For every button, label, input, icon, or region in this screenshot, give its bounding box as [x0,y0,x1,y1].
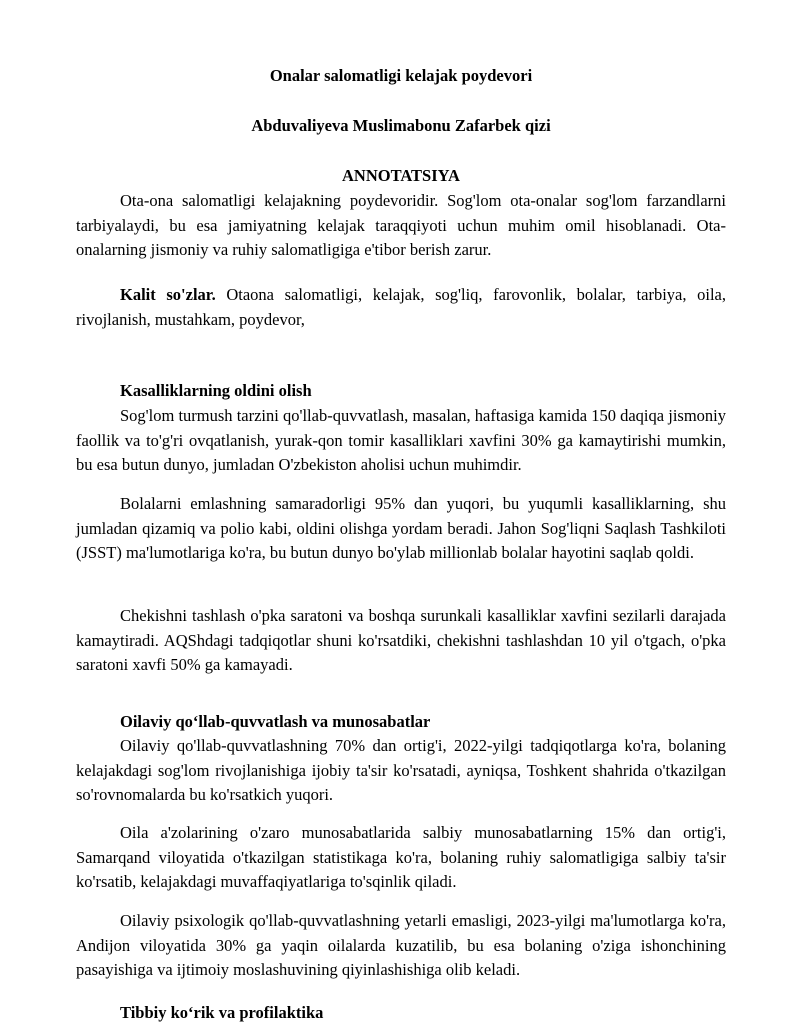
section-heading-medical-checkup: Tibbiy ko‘rik va profilaktika [120,1003,324,1022]
abstract-heading: ANNOTATSIYA [342,166,460,185]
section-heading-family-support: Oilaviy qo‘llab-quvvatlash va munosabatlar [120,712,431,731]
keywords-label: Kalit so'zlar. [120,285,216,304]
author-name: Abduvaliyeva Muslimabonu Zafarbek qizi [251,116,551,135]
section1-paragraph-2: Bolalarni emlashning samaradorligi 95% dan yuqori, bu yuqumli kasalliklarning, shu jumladan qizamiq va polio kabi, oldini olishga yordam beradi. Jahon Sog'liqni Saqlash Tashkiloti (JSST) ma'lumotlariga ko'ra, bu butun dunyo bo'ylab millionlab bolalar hayotini saqlab qoldi. [76,494,726,562]
section1-paragraph-1: Sog'lom turmush tarzini qo'llab-quvvatlash, masalan, haftasiga kamida 150 daqiqa jismoniy faollik va to'g'ri ovqatlanish, yurak-qon tomir kasalliklari xavfini 30% ga kamaytirishi mumkin, bu esa butun dunyo, jumladan O'zbekiston aholisi uchun muhimdir. [76,406,726,474]
section2-paragraph-3: Oilaviy psixologik qo'llab-quvvatlashning yetarli emasligi, 2023-yilgi ma'lumotlarga ko'ra, Andijon viloyatida 30% ga yaqin oilalarda kuzatilib, bu esa bolaning o'ziga ishonchining pasayishiga va ijtimoiy moslashuvining qiyinlashishiga olib keladi. [76,911,726,979]
section2-paragraph-2: Oila a'zolarining o'zaro munosabatlarida salbiy munosabatlarning 15% dan ortig'i, Samarqand viloyatida o'tkazilgan statistikaga ko'ra, bolaning ruhiy salomatligiga salbiy ta'sir ko'rsatib, kelajakdagi muvaffaqiyatlariga to'sqinlik qiladi. [76,823,726,891]
keywords-paragraph [76,283,726,332]
section2-paragraph-1: Oilaviy qo'llab-quvvatlashning 70% dan ortig'i, 2022-yilgi tadqiqotlarga ko'ra, bolaning kelajakdagi sog'lom rivojlanishiga ijobiy ta'sir ko'rsatadi, ayniqsa, Toshkent shahrida o'tkazilgan so'rovnomalarda bu ko'rsatkich yuqori. [76,736,726,804]
section1-paragraph-3: Chekishni tashlash o'pka saratoni va boshqa surunkali kasalliklar xavfini sezilarli darajada kamaytiradi. AQShdagi tadqiqotlar shuni ko'rsatdiki, chekishni tashlashdan 10 yil o'tgach, o'pka saratoni xavfi 50% ga kamayadi. [76,606,726,674]
document-title: Onalar salomatligi kelajak poydevori [269,66,533,85]
section-heading-disease-prevention: Kasalliklarning oldini olish [120,381,312,400]
keywords-text: Otaona salomatligi, kelajak, sog'liq, farovonlik, bolalar, tarbiya, oila, rivojlanish, mustahkam, poydevor, [76,285,726,329]
abstract-paragraph: Ota-ona salomatligi kelajakning poydevoridir. Sog'lom ota-onalar sog'lom farzandlarni tarbiyalaydi, bu esa jamiyatning kelajak taraqqiyoti uchun muhim omil hisoblanadi. Ota-onalarning jismoniy va ruhiy salomatligiga e'tibor berish zarur. [76,191,726,259]
